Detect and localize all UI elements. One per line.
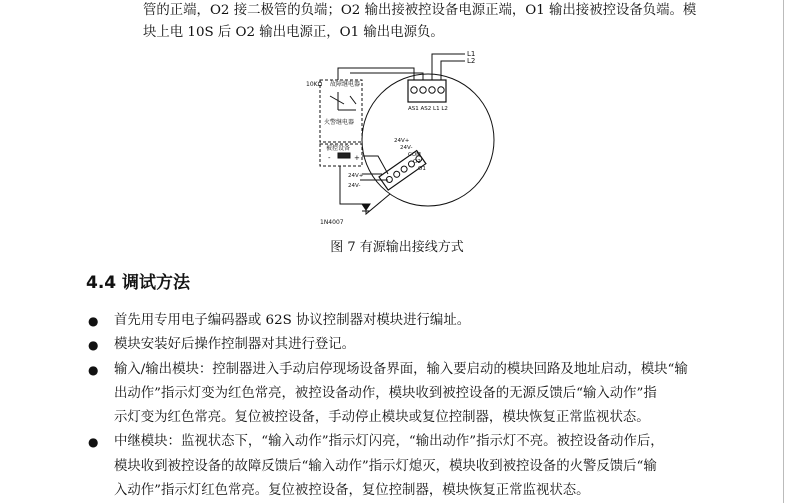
wiring-diagram	[300, 44, 500, 232]
label-resistor: 10KΩ	[306, 81, 323, 88]
list-item-line: 首先用专用电子编码器或 62S 协议控制器对模块进行编址。	[114, 313, 471, 328]
label-o2: O2	[413, 159, 421, 165]
label-plus: +	[354, 154, 360, 162]
list-item	[86, 430, 726, 503]
list-item-line: 中继模块：监视状态下，“输入动作”指示灯闪亮，“输出动作”指示灯不亮。被控设备动作后，	[114, 434, 664, 450]
bullet-icon: ●	[88, 435, 99, 450]
label-fire-relay: 火警继电器	[324, 119, 355, 126]
list-item	[86, 309, 726, 333]
list-item-line: 输入/输出模块：控制器进入手动启停现场设备界面，输入要启动的模块回路及地址启动，模块“输	[114, 361, 688, 377]
label-left-24v-minus: 24V-	[348, 183, 361, 189]
label-fault-relay: 故障继电器	[330, 81, 361, 88]
bullet-icon: ●	[88, 362, 99, 377]
intro-paragraph	[143, 0, 733, 44]
terminals-top-label: AS1 AS2 L1 L2	[408, 106, 448, 112]
list-item-line: 示灯变为红色常亮。复位被控设备，手动停止模块或复位控制器，模块恢复正常监视状态。	[114, 410, 650, 426]
label-L2: L2	[467, 57, 476, 65]
relay-box	[320, 80, 362, 142]
intro-line-2: 块上电 10S 后 O2 输出电源正，O1 输出电源负。	[143, 25, 444, 40]
list-item-line: 入动作”指示灯红色常亮。复位被控设备，复位控制器，模块恢复正常监视状态。	[114, 483, 590, 499]
label-24v-plus: 24V+	[394, 138, 410, 144]
label-L1: L1	[467, 50, 476, 58]
figure-caption: 图 7 有源输出接线方式	[330, 240, 464, 255]
list-item-line: 模块安装好后操作控制器对其进行登记。	[114, 337, 356, 353]
bullet-icon: ●	[88, 338, 99, 353]
list-item	[86, 333, 726, 357]
label-left-24v-plus: 24V+	[348, 173, 364, 179]
list-item-line: 出动作”指示灯变为红色常亮，被控设备动作，模块收到被控设备的无源反馈后“输入动作”指	[114, 385, 657, 401]
module-body	[362, 74, 494, 206]
bullet-icon: ●	[88, 314, 99, 328]
procedure-list	[86, 309, 726, 503]
label-minus: -	[328, 154, 331, 162]
list-item-line: 模块收到被控设备的故障反馈后“输入动作”指示灯熄灭，模块收到被控设备的火警反馈后“输	[114, 458, 657, 474]
label-o1: O1	[418, 166, 426, 172]
label-diode: 1N4007	[320, 219, 344, 226]
label-24v-minus: 24V-	[400, 145, 413, 151]
intro-line-1: 管的正端，O2 接二极管的负端；O2 输出接被控设备电源正端，O1 输出接被控设备负端。模	[143, 3, 697, 18]
label-controlled-device: 被控设备	[326, 145, 351, 152]
label-com: COM	[408, 152, 421, 158]
list-item	[86, 358, 726, 431]
terminal-block-top	[408, 80, 446, 102]
diode-symbol	[362, 204, 370, 210]
section-heading: 4.4 调试方法	[86, 273, 191, 293]
